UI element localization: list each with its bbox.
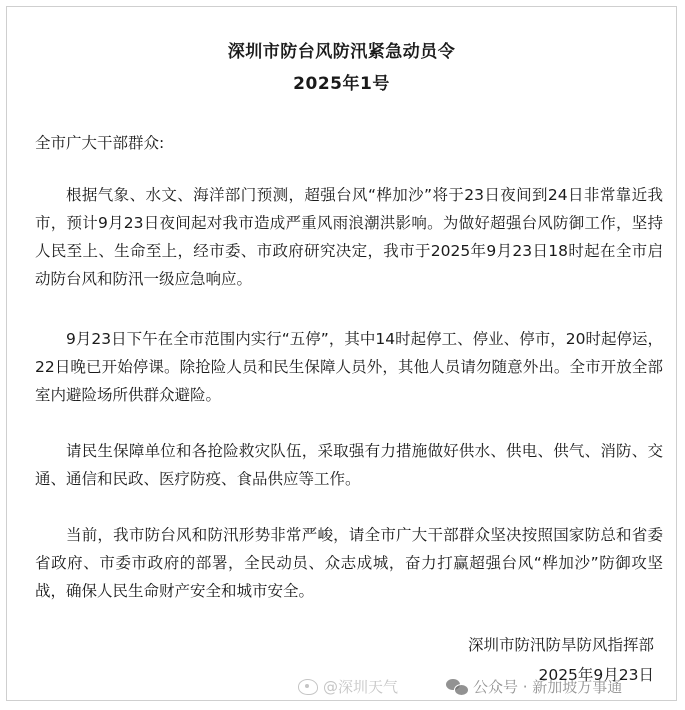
paragraph-4: 当前，我市防台风和防汛形势非常严峻，请全市广大干部群众坚决按照国家防总和省委省政府、市委市政府的部署，全民动员、众志成城，奋力打赢超强台风“桦加沙”防御攻坚战，确保人民生命财产安全和城市安全。 [35,526,663,600]
weibo-icon [298,679,318,695]
signature-organization: 深圳市防汛防旱防风指挥部 [467,636,654,654]
paragraph-1: 根据气象、水文、海洋部门预测，超强台风“桦加沙”将于23日夜间到24日非常靠近我市，预计9月23日夜间起对我市造成严重风雨浪潮洪影响。为做好超强台风防御工作，坚持人民至上、生命至上，经市委、市政府研究决定，我市于2025年9月23日18时起在全市启动防台风和防汛一级应急响应。 [35,186,663,288]
wechat-watermark [446,676,622,697]
paragraph-2: 9月23日下午在全市范围内实行“五停”，其中14时起停工、停业、停市，20时起停运，22日晚已开始停课。除抢险人员和民生保障人员外，其他人员请勿随意外出。全市开放全部室内避险场所供群众避险。 [35,330,663,404]
wechat-watermark-text: 公众号 · 新加坡万事通 [473,678,623,696]
signature-date: 2025年9月23日 [538,666,654,684]
weibo-watermark-text: @深圳天气 [323,678,399,696]
notice-document [6,6,677,701]
document-title: 深圳市防台风防汛紧急动员令 [227,42,456,62]
weibo-watermark [298,676,398,697]
wechat-icon [446,679,468,695]
paragraph-3: 请民生保障单位和各抢险救灾队伍，采取强有力措施做好供水、供电、供气、消防、交通、通信和民政、医疗防疫、食品供应等工作。 [35,442,663,488]
greeting: 全市广大干部群众: [35,134,165,152]
document-number: 2025年1号 [293,74,390,94]
